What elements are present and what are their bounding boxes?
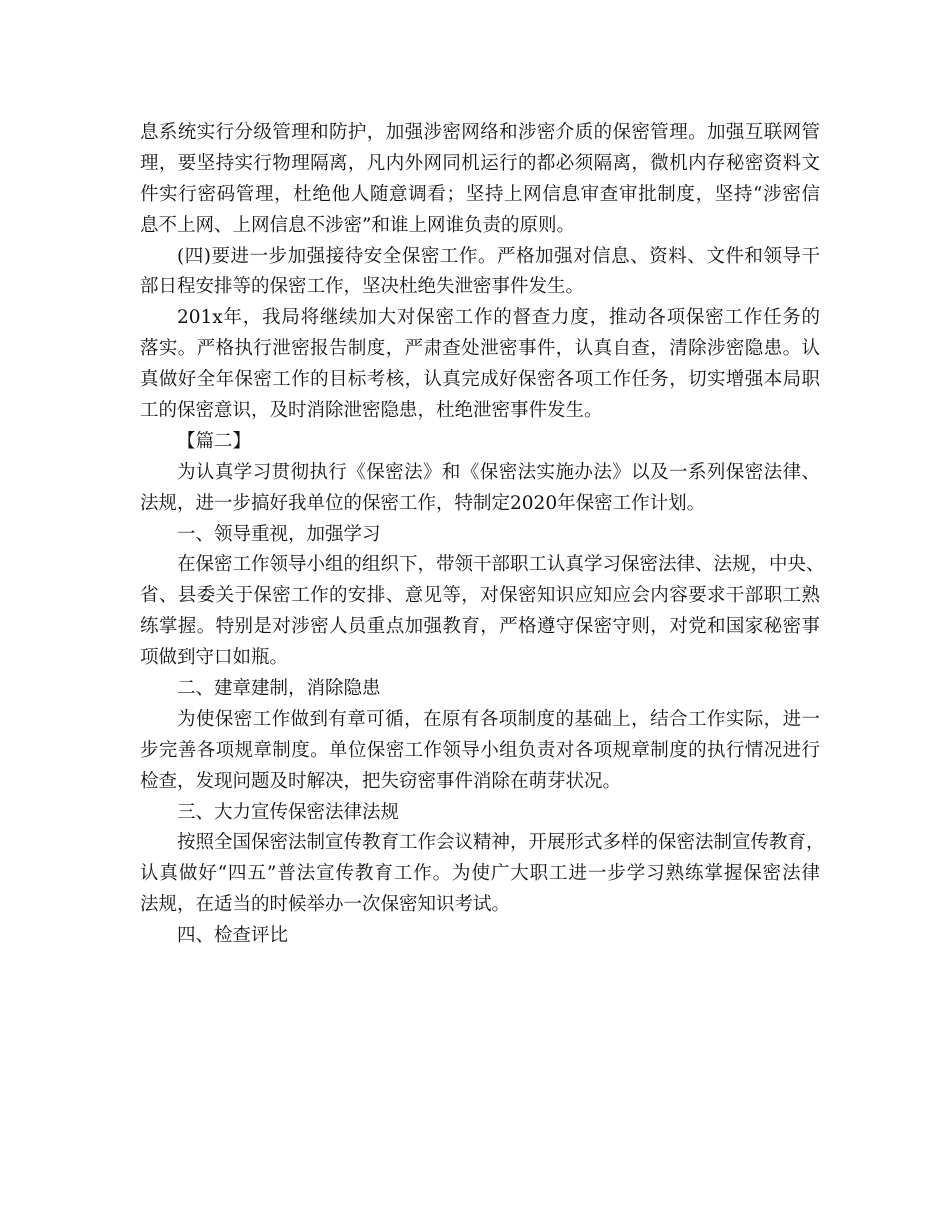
text-line: 法规，在适当的时候举办一次保密知识考试。: [140, 894, 511, 916]
text-line: 201x年，我局将继续加大对保密工作的督查力度，推动各项保密工作任务的: [177, 307, 820, 329]
text-line: 四、检查评比: [177, 925, 289, 947]
text-line: 为认真学习贯彻执行《保密法》和《保密法实施办法》以及一系列保密法律、: [177, 461, 820, 483]
document-page: [140, 118, 825, 952]
text-line: 理，要坚持实行物理隔离，凡内外网同机运行的都必须隔离，微机内存秘密资料文: [140, 152, 820, 174]
text-line: 息系统实行分级管理和防护，加强涉密网络和涉密介质的保密管理。加强互联网管: [140, 122, 820, 143]
text-line: 省、县委关于保密工作的安排、意见等，对保密知识应知应会内容要求干部职工熟: [140, 585, 820, 607]
text-line: 步完善各项规章制度。单位保密工作领导小组负责对各项规章制度的执行情况进行: [140, 739, 820, 761]
text-line: 真做好全年保密工作的目标考核，认真完成好保密各项工作任务，切实增强本局职: [140, 369, 820, 391]
text-line: 【篇二】: [177, 430, 252, 452]
text-line: 息不上网、上网信息不涉密”和谁上网谁负责的原则。: [140, 214, 575, 236]
text-line: 部日程安排等的保密工作，坚决杜绝失泄密事件发生。: [140, 276, 585, 298]
text-line: 三、大力宣传保密法律法规: [177, 801, 400, 823]
text-line: 件实行密码管理，杜绝他人随意调看；坚持上网信息审查审批制度，坚持“涉密信: [140, 183, 820, 205]
text-line: 二、建章建制，消除隐患: [177, 678, 381, 700]
text-line: 在保密工作领导小组的组织下，带领干部职工认真学习保密法律、法规，中央、: [177, 554, 825, 576]
text-line: 为使保密工作做到有章可循，在原有各项制度的基础上，结合工作实际，进一: [177, 708, 820, 730]
text-line: (四)要进一步加强接待安全保密工作。严格加强对信息、资料、文件和领导干: [177, 245, 820, 267]
text-line: 落实。严格执行泄密报告制度，严肃查处泄密事件，认真自查，清除涉密隐患。认: [140, 338, 820, 360]
text-line: 检查，发现问题及时解决，把失窃密事件消除在萌芽状况。: [140, 770, 622, 792]
text-line: 一、领导重视，加强学习: [177, 523, 381, 545]
text-line: 法规，进一步搞好我单位的保密工作，特制定2020年保密工作计划。: [140, 492, 706, 514]
text-line: 认真做好“四五”普法宣传教育工作。为使广大职工进一步学习熟练掌握保密法律: [140, 863, 820, 885]
text-line: 练掌握。特别是对涉密人员重点加强教育，严格遵守保密守则，对党和国家秘密事: [140, 616, 820, 638]
text-line: 按照全国保密法制宣传教育工作会议精神，开展形式多样的保密法制宣传教育，: [177, 832, 825, 854]
text-line: 项做到守口如瓶。: [140, 647, 289, 669]
text-line: 工的保密意识，及时消除泄密隐患，杜绝泄密事件发生。: [140, 400, 603, 422]
